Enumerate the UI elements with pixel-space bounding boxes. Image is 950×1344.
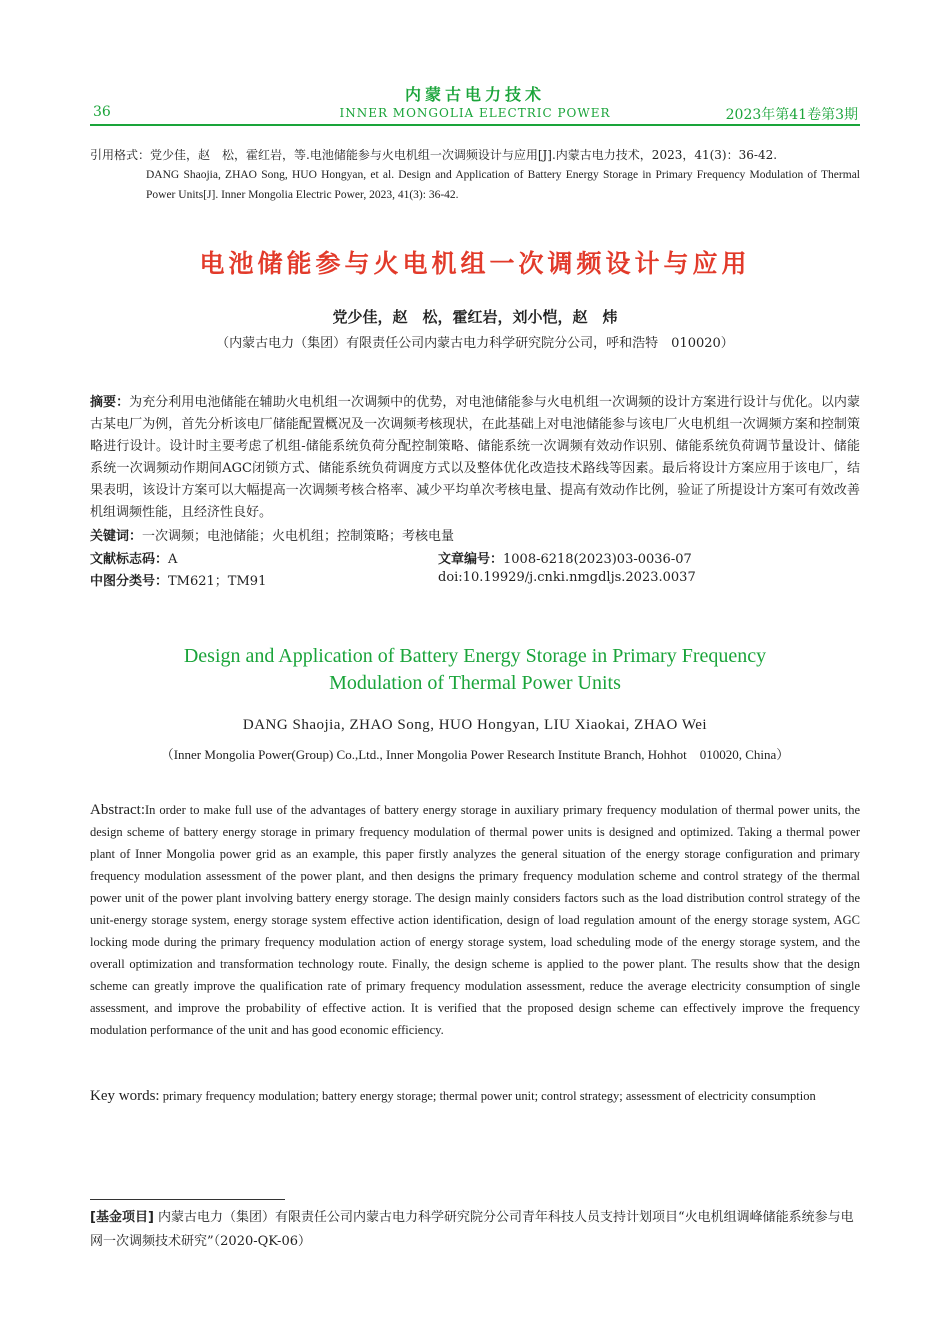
clc-label: 中图分类号： bbox=[90, 574, 169, 589]
paper-title-en bbox=[0, 643, 950, 697]
keywords-en bbox=[90, 1085, 860, 1107]
citation-cn: 引用格式：党少佳，赵 松，霍红岩，等.电池储能参与火电机组一次调频设计与应用[J].内蒙古电力技术，2023，41(3)：36-42. bbox=[90, 148, 778, 162]
affiliation-en: （Inner Mongolia Power(Group) Co.,Ltd., Inner Mongolia Power Research Institute Branch, Hohhot 010020, China） bbox=[160, 747, 790, 762]
keywords-cn-text: 一次调频；电池储能；火电机组；控制策略；考核电量 bbox=[142, 529, 455, 544]
paper-title-en-line1: Design and Application of Battery Energy Storage in Primary Frequency bbox=[183, 645, 767, 667]
funding-label: [基金项目] bbox=[90, 1210, 154, 1225]
abstract-cn bbox=[90, 392, 860, 524]
abstract-cn-label: 摘要： bbox=[90, 395, 130, 410]
funding-note bbox=[90, 1206, 860, 1254]
clc-number bbox=[90, 570, 266, 589]
funding-text: 内蒙古电力（集团）有限责任公司内蒙古电力科学研究院分公司青年科技人员支持计划项目“火电机组调峰储能系统参与电网一次调频技术研究”（2020-QK-06） bbox=[90, 1210, 854, 1249]
page-number: 36 bbox=[93, 104, 111, 120]
doc-code-value: A bbox=[168, 552, 178, 567]
authors-en: DANG Shaojia, ZHAO Song, HUO Hongyan, LIU Xiaokai, ZHAO Wei bbox=[242, 717, 708, 733]
keywords-en-label: Key words: bbox=[90, 1088, 160, 1104]
doc-code-label: 文献标志码： bbox=[90, 552, 169, 567]
journal-title-en: INNER MONGOLIA ELECTRIC POWER bbox=[339, 106, 611, 120]
abstract-cn-text: 为充分利用电池储能在辅助火电机组一次调频中的优势，对电池储能参与火电机组一次调频的设计方案进行设计与优化。以内蒙古某电厂为例，首先分析该电厂储能配置概况及一次调频考核现状，在此基础上对电池储能参与该电厂火电机组一次调频方案和控制策略进行设计。设计时主要考虑了机组-储能系统负荷分配控制策略、储能系统一次调频有效动作识别、储能系统负荷调节量设计、储能系统一次调频动作期间AGC闭锁方式、储能系统负荷调度方式以及整体优化改造技术路线等因素。最后将设计方案应用于该电厂，结果表明，该设计方案可以大幅提高一次调频考核合格率、减少平均单次考核电量、提高有效动作比例，验证了所提设计方案可有效改善机组调频性能，且经济性良好。 bbox=[90, 395, 860, 520]
keywords-en-text: primary frequency modulation; battery energy storage; thermal power unit; control strategy; assessment of electricity consumption bbox=[162, 1089, 816, 1103]
abstract-en-label: Abstract: bbox=[90, 802, 145, 818]
paper-title-cn: 电池储能参与火电机组一次调频设计与应用 bbox=[199, 249, 751, 278]
affiliation-cn: （内蒙古电力（集团）有限责任公司内蒙古电力科学研究院分公司，呼和浩特 010020） bbox=[216, 336, 734, 351]
issue-info: 2023年第41卷第3期 bbox=[725, 107, 858, 123]
doi: doi:10.19929/j.cnki.nmgdljs.2023.0037 bbox=[438, 570, 696, 585]
clc-value: TM621；TM91 bbox=[168, 574, 267, 589]
footnote-rule bbox=[90, 1199, 285, 1200]
paper-title-en-line2: Modulation of Thermal Power Units bbox=[329, 672, 621, 694]
keywords-cn bbox=[90, 525, 860, 544]
citation-block bbox=[90, 145, 860, 205]
doc-code bbox=[90, 548, 177, 567]
keywords-cn-label: 关键词： bbox=[90, 529, 143, 544]
header-rule bbox=[90, 124, 860, 126]
citation-en: DANG Shaojia, ZHAO Song, HUO Hongyan, et al. Design and Application of Battery Energy Storage in Primary Frequency Modulation of Thermal Power Units[J]. Inner Mongolia Electric Power, 2023, 41(3): 36-42. bbox=[146, 169, 860, 201]
journal-title-cn: 内蒙古电力技术 bbox=[404, 85, 545, 104]
article-number bbox=[438, 548, 692, 567]
abstract-en bbox=[90, 799, 860, 1041]
abstract-en-text: In order to make full use of the advantages of battery energy storage in auxiliary primary frequency modulation of thermal power units, the design scheme of battery energy storage in primary frequency modulation of thermal power units is designed and optimized. Taking a thermal power plant of Inner Mongolia power grid as an example, this paper firstly analyzes the general situation of the energy storage configuration and primary frequency modulation assessment of the power plant, and then designs the primary frequency modulation scheme and control strategy of the thermal power unit of the power plant involving battery energy storage. The design mainly considers factors such as the load distribution control strategy of the unit-energy storage system, energy storage system effective action identification, design of load regulation amount of the energy storage system, AGC locking mode during the primary frequency modulation action of energy storage system, load scheduling mode of the energy storage system, and the overall optimization and transformation technology route. Finally, the design scheme is applied to the power plant. The results show that the design scheme can greatly improve the qualification rate of primary frequency modulation assessment, reduce the average electricity consumption of single assessment, and improve the probability of effective action. It is verified that the proposed design scheme can effectively improve the frequency modulation performance of the unit and has good economic efficiency. bbox=[90, 803, 860, 1037]
article-number-label: 文章编号： bbox=[438, 552, 504, 567]
article-number-value: 1008-6218(2023)03-0036-07 bbox=[503, 552, 692, 567]
authors-cn: 党少佳，赵 松，霍红岩，刘小恺，赵 炜 bbox=[332, 308, 618, 326]
